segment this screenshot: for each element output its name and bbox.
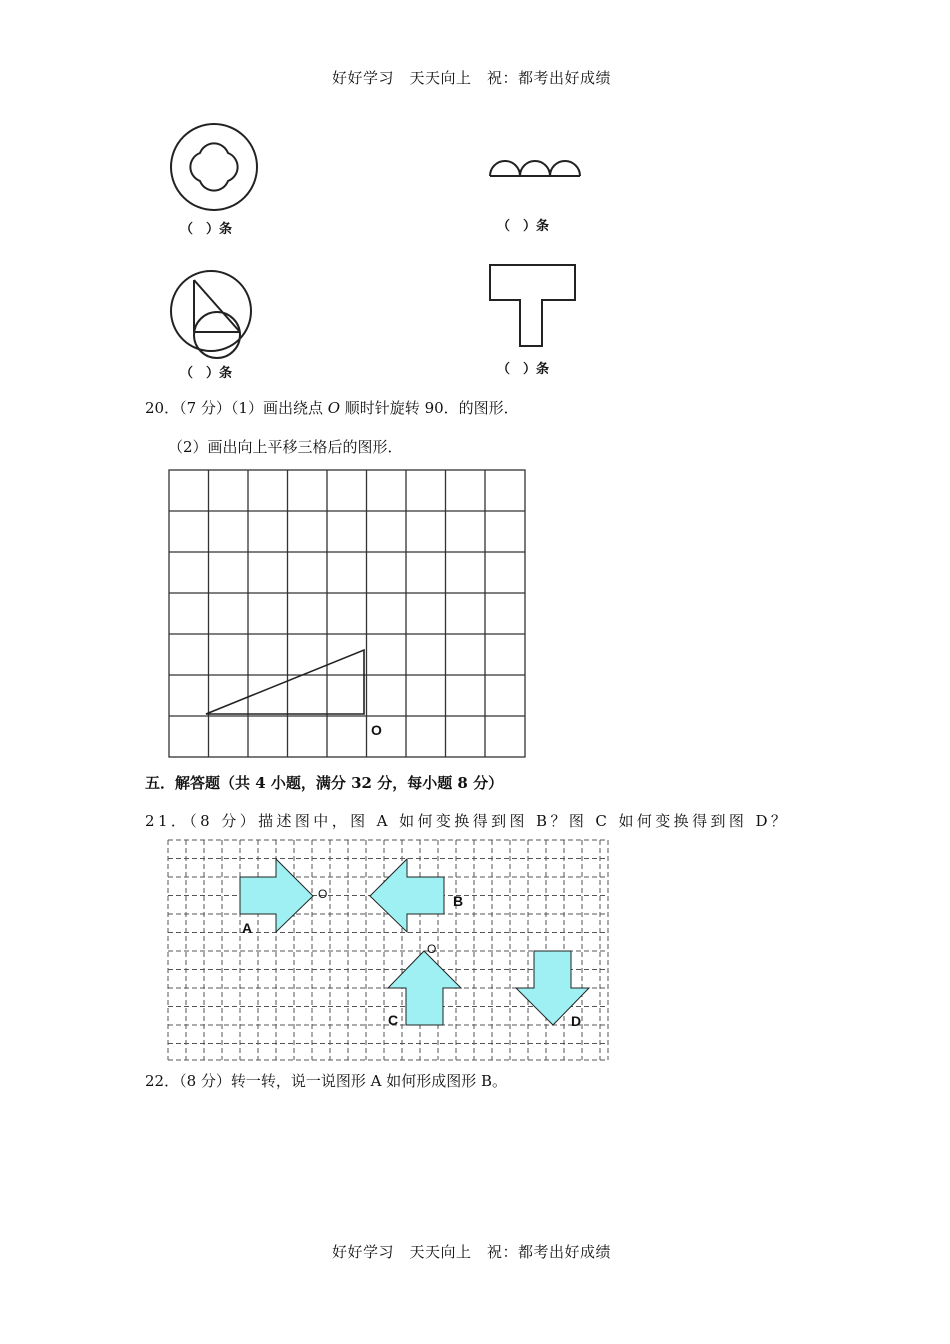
q20-point-name: O <box>327 399 341 417</box>
blank-label-1: （ ）条 <box>180 222 233 237</box>
page-header: 好好学习 天天向上 祝：都考出好成绩 <box>332 69 612 87</box>
arrow-c <box>388 951 461 1025</box>
blank-label-3: （ ）条 <box>180 366 233 381</box>
q20-point-o-label: O <box>371 722 382 738</box>
q20-line1-prefix: 20．（7 分）（1）画出绕点 <box>145 399 328 417</box>
blank-label-2: （ ）条 <box>497 219 550 234</box>
label-b: B <box>453 893 464 909</box>
q21-text: 21．（8 分）描述图中，图 A 如何变换得到图 B？图 C 如何变换得到图 D？ <box>145 812 790 830</box>
q20-line2: （2）画出向上平移三格后的图形． <box>168 438 403 456</box>
section5-title: 五．解答题（共 4 小题，满分 32 分，每小题 8 分） <box>145 774 504 792</box>
label-o-1: O <box>318 887 328 901</box>
page-footer: 好好学习 天天向上 祝：都考出好成绩 <box>332 1243 612 1261</box>
q20-line1-suffix: 顺时针旋转 90．的图形． <box>340 399 519 417</box>
label-c: C <box>388 1012 399 1028</box>
label-o-2: O <box>427 942 437 956</box>
arrow-b <box>370 859 444 932</box>
blank-label-4: （ ）条 <box>497 362 550 377</box>
label-d: D <box>571 1013 582 1029</box>
q22-text: 22．（8 分）转一转，说一说图形 A 如何形成图形 B。 <box>145 1072 508 1090</box>
label-a: A <box>242 920 253 936</box>
